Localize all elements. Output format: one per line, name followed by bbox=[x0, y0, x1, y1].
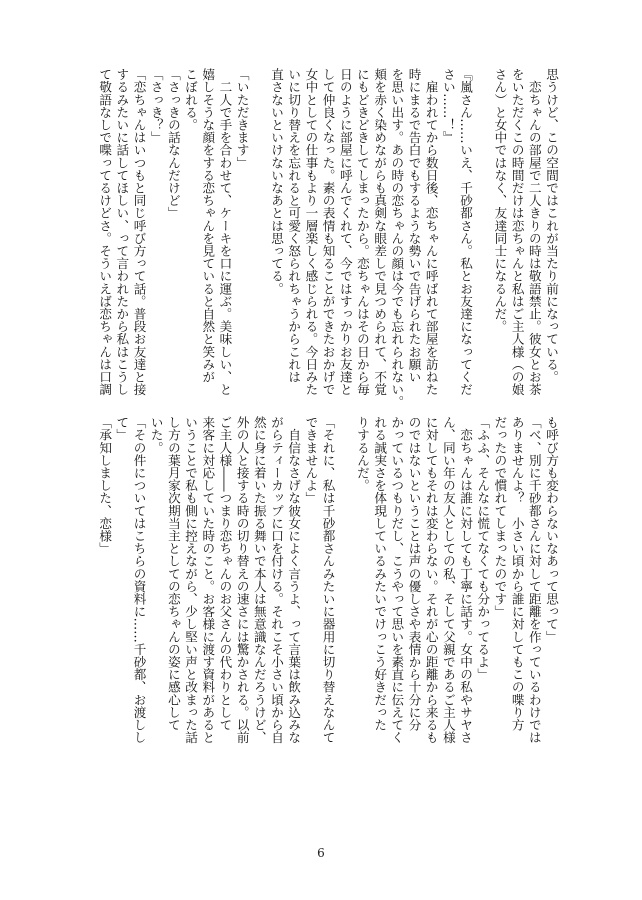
text-line: して仲良くなった。素の表情も知ることができたおかげで bbox=[320, 68, 336, 396]
text-line: 恋ちゃんの部屋で二人きりの時は敬語禁止。彼女とお茶 bbox=[526, 68, 542, 396]
text-line: て」 bbox=[114, 416, 130, 442]
text-line: 「さっき？」 bbox=[148, 68, 164, 144]
text-line: ん、同い年の友人としての私、そして父親であるご主人様 bbox=[440, 416, 456, 744]
text-line: がらティーカップに口を付ける。それこそ小さい頃から自 bbox=[269, 416, 284, 744]
text-line: れる誠実さを体現しているみたいでけっこう好きだった bbox=[372, 416, 388, 731]
text-line: 女中としての仕事もより一層楽しく感じられる。今日みた bbox=[303, 68, 319, 396]
blank-line bbox=[474, 68, 491, 340]
text-line: ありませんよ？ 小さい頃から誰に対してもこの喋り方 bbox=[509, 416, 525, 731]
text-line: かっているつもりだし、こうやって思いを素直に伝えてく bbox=[389, 416, 405, 744]
text-line: だったので慣れてしまったのです」 bbox=[492, 416, 508, 618]
text-line: さい……！』 bbox=[440, 68, 456, 144]
text-line: 雇われてから数日後、恋ちゃんに呼ばれて部屋を訪ねた bbox=[423, 68, 439, 396]
blank-line bbox=[251, 68, 268, 340]
text-line: 然に身に着いた振る舞いで本人は無意識なんだろうけど、 bbox=[251, 416, 267, 744]
text-line: 「べ、別に千砂都さんに対して距離を作っているわけでは bbox=[526, 416, 542, 744]
text-line: 「承知しました、恋様」 bbox=[97, 416, 113, 555]
text-line: 時にまるで告白でもするような勢いで告げられたお願い bbox=[406, 68, 422, 383]
lower-text-block bbox=[90, 416, 560, 836]
text-line: 来客に対応していた時のこと。お客様に渡す資料があると bbox=[200, 416, 216, 744]
text-line: 「いただきます」 bbox=[234, 68, 250, 169]
text-line: 二人で手を合わせて、ケーキを口に運ぶ。美味しい、と bbox=[217, 68, 233, 396]
text-line: て敬語なしで喋ってるけどさ。そういえば恋ちゃんは口調 bbox=[97, 68, 113, 396]
text-line: に対してもそれは変わらない。それが心の距離から来るも bbox=[423, 416, 439, 744]
text-line: をいただくこの時間だけは恋ちゃんと私はご主人様（の娘 bbox=[509, 68, 525, 396]
text-line: 「ふふ、そんなに慌てなくても分かってるよ」 bbox=[475, 416, 491, 681]
text-line: こぼれる。 bbox=[183, 68, 199, 131]
text-line: 自信なさげな彼女によく言うよ、って言葉は飲み込みな bbox=[286, 416, 302, 744]
text-line: いに切り替えを忘れると可愛く怒られちゃうからこれは bbox=[286, 68, 302, 383]
page-number: 6 bbox=[317, 846, 325, 860]
text-line: 頬を赤く染めながらも真剣な眼差しで見つめられて、不覚 bbox=[372, 68, 388, 396]
text-line: のではないということは声の優しさや表情から十分に分 bbox=[406, 416, 422, 731]
text-line: 嬉しそうな顔をする恋ちゃんを見ていると自然と笑みが bbox=[200, 68, 216, 383]
text-line: 恋ちゃんは誰に対しても丁寧に話す。女中の私やサヤさ bbox=[458, 416, 474, 744]
text-line: 『嵐さん……いえ、千砂都さん。私とお友達になってくだ bbox=[458, 68, 474, 396]
text-line: 思うけど、この空間ではこれが当たり前になっている。 bbox=[544, 68, 559, 383]
text-line: にもどきどきしてしまったから。恋ちゃんはその日から毎 bbox=[354, 68, 370, 396]
blank-line bbox=[337, 416, 354, 836]
text-line: ご主人様――つまり恋ちゃんのお父さんの代わりとして bbox=[217, 416, 233, 731]
upper-text-block bbox=[90, 68, 560, 409]
text-line: いうことで私も側に控えながら、少し堅い声と改まった話 bbox=[183, 416, 199, 744]
text-line: 外の人と接する時の切り替えの速さには驚かされる。以前 bbox=[234, 416, 250, 744]
text-line: 日のように部屋に呼んでくれて、今ではすっかりお友達と bbox=[337, 68, 353, 396]
text-line: りするんだ。 bbox=[354, 416, 370, 492]
text-line: 「それに、私は千砂都さんみたいに器用に切り替えなんて bbox=[320, 416, 336, 744]
text-line: を思い出す。あの時の恋ちゃんの顔は今でも忘れられない。 bbox=[389, 68, 405, 409]
text-line: も呼び方も変わらないなあって思って」 bbox=[544, 416, 559, 643]
text-line: 直さないといけないなあとは思ってる。 bbox=[269, 68, 284, 295]
text-line: 「さっきの話なんだけど」 bbox=[165, 68, 181, 220]
text-line: 「恋ちゃんはいつもと同じ呼び方って話。普段お友達と接 bbox=[131, 68, 147, 396]
text-line: いた。 bbox=[148, 416, 164, 454]
text-line: し方の葉月家次期当主としての恋ちゃんの姿に感心して bbox=[165, 416, 181, 731]
text-line: できませんよ」 bbox=[303, 416, 319, 505]
text-line: さん）と女中ではなく、友達同士になるんだ。 bbox=[492, 68, 508, 333]
text-line: するみたいに話してほしい、って言われたから私はこうし bbox=[114, 68, 130, 396]
text-line: 「その件についてはこちらの資料に……千砂都、お渡しし bbox=[131, 416, 147, 744]
